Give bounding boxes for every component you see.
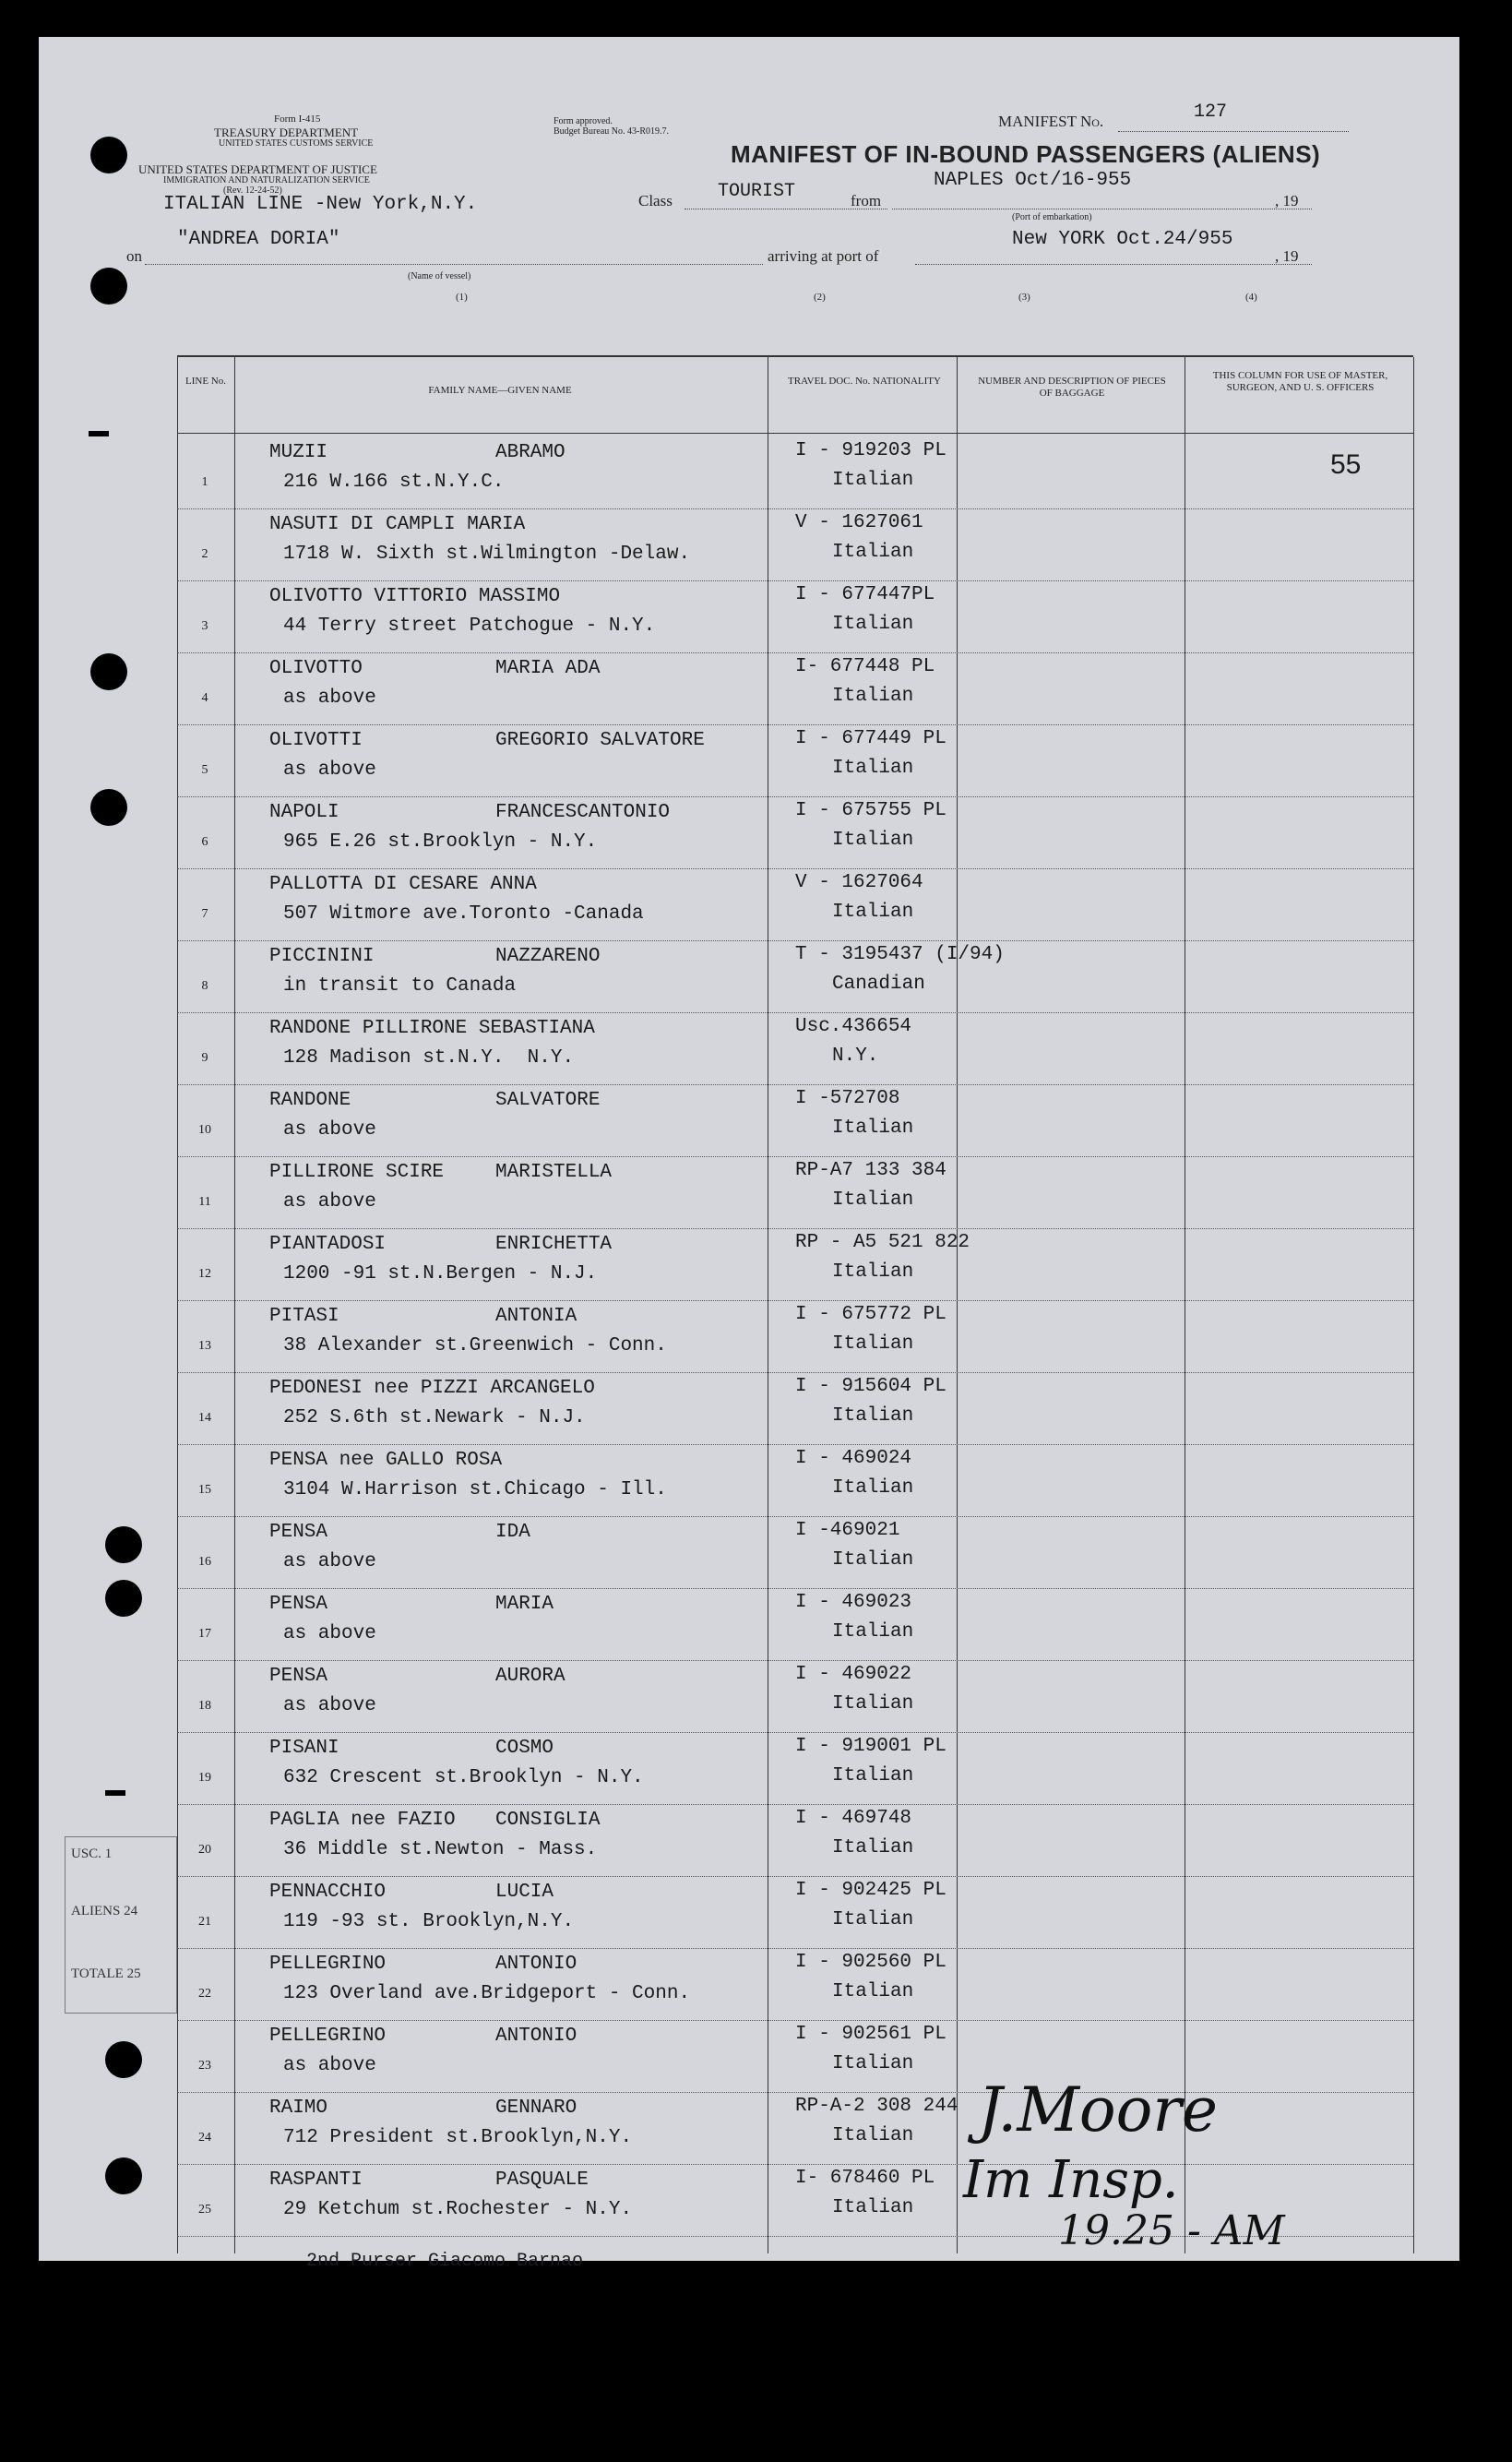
- address: 128 Madison st.N.Y. N.Y.: [283, 1047, 575, 1069]
- travel-doc-number: I - 677447PL: [795, 584, 935, 605]
- on-label: on: [126, 247, 142, 265]
- given-name: ANTONIO: [495, 1954, 577, 1975]
- address: 712 President st.Brooklyn,N.Y.: [283, 2127, 633, 2148]
- class-value: TOURIST: [718, 181, 796, 202]
- manifest-no-line: [1118, 131, 1349, 132]
- address: as above: [283, 2055, 376, 2076]
- table-row: [177, 1804, 1413, 1877]
- given-name: IDA: [495, 1522, 530, 1543]
- signature-time: 19.25 - AM: [1058, 2207, 1285, 2254]
- tally-total: TOTALE 25: [71, 1966, 141, 1981]
- col-num-1: (1): [456, 292, 468, 303]
- col-num-2: (2): [814, 292, 826, 303]
- signature-title: Im Insp.: [963, 2150, 1179, 2210]
- family-name: PIANTADOSI: [269, 1234, 387, 1255]
- address: as above: [283, 1551, 376, 1572]
- nationality: Italian: [832, 1405, 914, 1427]
- table-row: [177, 868, 1413, 941]
- family-name: PALLOTTA DI CESARE ANNA: [269, 874, 537, 895]
- from-port: NAPLES Oct/16-955: [934, 170, 1132, 191]
- nationality: Italian: [832, 1189, 914, 1211]
- address: as above: [283, 687, 376, 709]
- family-name: NAPOLI: [269, 802, 339, 823]
- given-name: ANTONIA: [495, 1306, 577, 1327]
- family-name: PELLEGRINO: [269, 2026, 387, 2047]
- line-number: 17: [198, 1627, 211, 1641]
- table-row: [177, 1012, 1413, 1085]
- nationality: Canadian: [832, 974, 925, 995]
- travel-doc-number: RP-A-2 308 244: [795, 2096, 958, 2117]
- line-number: 8: [201, 979, 208, 993]
- travel-doc-number: T - 3195437 (I/94): [795, 944, 1005, 965]
- address: 44 Terry street Patchogue - N.Y.: [283, 616, 656, 637]
- address: 507 Witmore ave.Toronto -Canada: [283, 903, 644, 925]
- table-row: [177, 436, 1413, 509]
- given-name: LUCIA: [495, 1882, 554, 1903]
- customs-label: UNITED STATES CUSTOMS SERVICE: [219, 138, 374, 149]
- table-border: [1413, 357, 1414, 2253]
- passenger-table: [177, 355, 1413, 2272]
- line-number: 13: [198, 1339, 211, 1353]
- travel-doc-number: I - 915604 PL: [795, 1376, 946, 1397]
- budget-bureau: Budget Bureau No. 43-R019.7.: [554, 126, 669, 137]
- table-row: [177, 724, 1413, 797]
- table-row: [177, 1156, 1413, 1229]
- from-label: from: [851, 192, 882, 209]
- nationality: N.Y.: [832, 1046, 879, 1067]
- vessel-caption: (Name of vessel): [408, 271, 471, 281]
- family-name: PITASI: [269, 1306, 339, 1327]
- address: 216 W.166 st.N.Y.C.: [283, 472, 505, 493]
- address: 1718 W. Sixth st.Wilmington -Delaw.: [283, 544, 691, 565]
- address: as above: [283, 1695, 376, 1716]
- col-num-4: (4): [1245, 292, 1257, 303]
- line-number: 4: [201, 691, 208, 705]
- vessel-name: "ANDREA DORIA": [177, 229, 340, 250]
- table-row: [177, 1948, 1413, 2021]
- address: 632 Crescent st.Brooklyn - N.Y.: [283, 1767, 644, 1788]
- travel-doc-number: I - 677449 PL: [795, 728, 946, 749]
- given-name: AURORA: [495, 1666, 566, 1687]
- table-row: [177, 2092, 1413, 2165]
- nationality: Italian: [832, 902, 914, 923]
- travel-doc-number: I - 469022: [795, 1664, 912, 1685]
- nationality: Italian: [832, 686, 914, 707]
- nationality: Italian: [832, 1549, 914, 1571]
- address: as above: [283, 1191, 376, 1213]
- nationality: Italian: [832, 1333, 914, 1355]
- travel-doc-number: I - 902560 PL: [795, 1952, 946, 1973]
- line-number: 21: [198, 1915, 211, 1929]
- form-number: Form I-415: [274, 114, 321, 125]
- col-header-line: LINE No.: [185, 376, 226, 387]
- line-number: 19: [198, 1771, 211, 1785]
- nationality: Italian: [832, 1909, 914, 1930]
- line-number: 18: [198, 1699, 211, 1713]
- line-number: 25: [198, 2203, 211, 2217]
- family-name: RANDONE PILLIRONE SEBASTIANA: [269, 1018, 595, 1039]
- travel-doc-number: I - 902425 PL: [795, 1880, 946, 1901]
- binder-hole: [105, 1526, 142, 1563]
- given-name: PASQUALE: [495, 2169, 589, 2191]
- col-header-officers: THIS COLUMN FOR USE OF MASTER, SURGEON, AND U. S. OFFICERS: [1212, 370, 1388, 393]
- table-row: [177, 1588, 1413, 1661]
- given-name: ABRAMO: [495, 442, 566, 463]
- family-name: PENNACCHIO: [269, 1882, 387, 1903]
- table-row: [177, 508, 1413, 581]
- table-row: [177, 1228, 1413, 1301]
- travel-doc-number: I -572708: [795, 1088, 900, 1109]
- travel-doc-number: I - 919203 PL: [795, 440, 946, 461]
- given-name: GREGORIO SALVATORE: [495, 730, 705, 751]
- given-name: MARIA: [495, 1594, 554, 1615]
- header-rule: [177, 433, 1413, 434]
- nationality: Italian: [832, 2197, 914, 2218]
- given-name: COSMO: [495, 1738, 554, 1759]
- tally-aliens: ALIENS 24: [71, 1904, 138, 1918]
- family-name: RASPANTI: [269, 2169, 363, 2191]
- nationality: Italian: [832, 1837, 914, 1858]
- given-name: ANTONIO: [495, 2026, 577, 2047]
- binder-hole: [90, 789, 127, 826]
- nationality: Italian: [832, 1117, 914, 1139]
- address: as above: [283, 759, 376, 781]
- given-name: SALVATORE: [495, 1090, 601, 1111]
- nationality: Italian: [832, 2125, 914, 2146]
- travel-doc-number: I - 469024: [795, 1448, 912, 1469]
- line-number: 9: [201, 1051, 208, 1065]
- nationality: Italian: [832, 470, 914, 491]
- family-name: PENSA: [269, 1666, 328, 1687]
- line-number: 22: [198, 1987, 211, 2001]
- binder-hole: [105, 2157, 142, 2194]
- address: 29 Ketchum st.Rochester - N.Y.: [283, 2199, 633, 2220]
- class-label: Class: [638, 192, 673, 209]
- family-name: RANDONE: [269, 1090, 351, 1111]
- family-name: PILLIRONE SCIRE: [269, 1162, 445, 1183]
- manifest-sheet: [39, 37, 1459, 2272]
- page-title: MANIFEST OF IN-BOUND PASSENGERS (ALIENS): [731, 140, 1321, 168]
- travel-doc-number: I - 469023: [795, 1592, 912, 1613]
- given-name: MARISTELLA: [495, 1162, 613, 1183]
- family-name: PELLEGRINO: [269, 1954, 387, 1975]
- line-number: 2: [201, 547, 208, 561]
- line-number: 15: [198, 1483, 211, 1497]
- table-row: [177, 1084, 1413, 1157]
- arriving-label: arriving at port of: [768, 247, 879, 265]
- col-header-doc: TRAVEL DOC. No. NATIONALITY: [788, 376, 941, 387]
- line-number: 14: [198, 1411, 211, 1425]
- travel-doc-number: I - 469748: [795, 1808, 912, 1829]
- year-1: , 19: [1275, 192, 1299, 209]
- given-name: NAZZARENO: [495, 946, 601, 967]
- manifest-label: MANIFEST No.: [998, 113, 1104, 130]
- table-row: [177, 1516, 1413, 1589]
- nationality: Italian: [832, 2053, 914, 2074]
- address: 1200 -91 st.N.Bergen - N.J.: [283, 1263, 598, 1285]
- line-number: 6: [201, 835, 208, 849]
- purser-footer: 2nd Purser Giacomo Barnao: [306, 2251, 584, 2272]
- family-name: PICCININI: [269, 946, 375, 967]
- vessel-line: [145, 264, 763, 265]
- table-row: [177, 1300, 1413, 1373]
- travel-doc-number: I - 675755 PL: [795, 800, 946, 821]
- nationality: Italian: [832, 1261, 914, 1283]
- travel-doc-number: RP-A7 133 384: [795, 1160, 946, 1181]
- nationality: Italian: [832, 1765, 914, 1787]
- binder-hole: [90, 653, 127, 690]
- table-row: [177, 580, 1413, 653]
- tally-usc: USC. 1: [71, 1846, 113, 1861]
- treasury-label: TREASURY DEPARTMENT: [214, 125, 359, 139]
- year-2: , 19: [1275, 247, 1299, 265]
- table-row: [177, 652, 1413, 725]
- port-embarkation-caption: (Port of embarkation): [1012, 212, 1092, 222]
- address: 119 -93 st. Brooklyn,N.Y.: [283, 1911, 575, 1932]
- table-row: [177, 940, 1413, 1013]
- table-row: [177, 796, 1413, 869]
- officer-count: 55: [1330, 449, 1362, 480]
- table-row: [177, 2020, 1413, 2093]
- nationality: Italian: [832, 1693, 914, 1715]
- table-row: [177, 1660, 1413, 1733]
- arrival-port: New YORK Oct.24/955: [1012, 229, 1233, 250]
- given-name: MARIA ADA: [495, 658, 601, 679]
- tally-stamp: [65, 1836, 177, 2014]
- family-name: PENSA nee GALLO ROSA: [269, 1450, 503, 1471]
- travel-doc-number: I -469021: [795, 1520, 900, 1541]
- nationality: Italian: [832, 1621, 914, 1643]
- address: as above: [283, 1119, 376, 1141]
- punch-mark: [105, 1790, 125, 1796]
- nationality: Italian: [832, 542, 914, 563]
- nationality: Italian: [832, 758, 914, 779]
- line-number: 12: [198, 1267, 211, 1281]
- nationality: Italian: [832, 830, 914, 851]
- line-number: 1: [201, 475, 208, 489]
- line-number: 5: [201, 763, 208, 777]
- line-number: 20: [198, 1843, 211, 1857]
- binder-hole: [105, 1580, 142, 1617]
- travel-doc-number: I - 675772 PL: [795, 1304, 946, 1325]
- family-name: PENSA: [269, 1594, 328, 1615]
- binder-hole: [105, 2041, 142, 2078]
- revision-label: (Rev. 12-24-52): [223, 185, 282, 196]
- col-header-name: FAMILY NAME—GIVEN NAME: [428, 385, 572, 396]
- travel-doc-number: V - 1627064: [795, 872, 923, 893]
- family-name: PAGLIA nee FAZIO: [269, 1810, 456, 1831]
- travel-doc-number: I - 919001 PL: [795, 1736, 946, 1757]
- address: 3104 W.Harrison st.Chicago - Ill.: [283, 1479, 667, 1500]
- nationality: Italian: [832, 614, 914, 635]
- line-number: 10: [198, 1123, 211, 1137]
- given-name: GENNARO: [495, 2097, 577, 2119]
- signature-name: J.Moore: [978, 2074, 1218, 2145]
- nationality: Italian: [832, 1981, 914, 2002]
- line-number: 11: [198, 1195, 211, 1209]
- travel-doc-number: V - 1627061: [795, 512, 923, 533]
- line-number: 16: [198, 1555, 211, 1569]
- family-name: PEDONESI nee PIZZI ARCANGELO: [269, 1378, 595, 1399]
- line-number: 24: [198, 2131, 211, 2145]
- family-name: OLIVOTTO: [269, 658, 363, 679]
- address: 252 S.6th st.Newark - N.J.: [283, 1407, 586, 1428]
- given-name: FRANCESCANTONIO: [495, 802, 671, 823]
- travel-doc-number: I- 677448 PL: [795, 656, 935, 677]
- family-name: MUZII: [269, 442, 328, 463]
- line-company: ITALIAN LINE -New York,N.Y.: [163, 194, 478, 215]
- form-approved: Form approved.: [554, 116, 613, 126]
- address: in transit to Canada: [283, 975, 517, 997]
- arriving-line: [915, 264, 1312, 265]
- travel-doc-number: I- 678460 PL: [795, 2168, 935, 2189]
- punch-mark: [89, 431, 109, 436]
- address: 965 E.26 st.Brooklyn - N.Y.: [283, 831, 598, 853]
- address: as above: [283, 1623, 376, 1644]
- family-name: PISANI: [269, 1738, 339, 1759]
- family-name: RAIMO: [269, 2097, 328, 2119]
- nationality: Italian: [832, 1477, 914, 1499]
- address: 36 Middle st.Newton - Mass.: [283, 1839, 598, 1860]
- address: 38 Alexander st.Greenwich - Conn.: [283, 1335, 667, 1356]
- travel-doc-number: I - 902561 PL: [795, 2024, 946, 2045]
- address: 123 Overland ave.Bridgeport - Conn.: [283, 1983, 691, 2004]
- binder-hole: [90, 268, 127, 305]
- justice-label: UNITED STATES DEPARTMENT OF JUSTICE: [138, 162, 377, 176]
- table-row: [177, 1876, 1413, 1949]
- binder-hole: [90, 137, 127, 173]
- travel-doc-number: RP - A5 521 822: [795, 1232, 970, 1253]
- family-name: OLIVOTTI: [269, 730, 363, 751]
- given-name: ENRICHETTA: [495, 1234, 613, 1255]
- table-row: [177, 1444, 1413, 1517]
- line-number: 23: [198, 2059, 211, 2073]
- col-header-baggage: NUMBER AND DESCRIPTION OF PIECES OF BAGGAGE: [978, 376, 1166, 399]
- manifest-number: 127: [1194, 102, 1228, 123]
- line-number: 7: [201, 907, 208, 921]
- travel-doc-number: Usc.436654: [795, 1016, 912, 1037]
- col-num-3: (3): [1018, 292, 1030, 303]
- ins-label: IMMIGRATION AND NATURALIZATION SERVICE: [163, 175, 370, 185]
- table-row: [177, 1732, 1413, 1805]
- family-name: PENSA: [269, 1522, 328, 1543]
- table-row: [177, 1372, 1413, 1445]
- family-name: NASUTI DI CAMPLI MARIA: [269, 514, 526, 535]
- given-name: CONSIGLIA: [495, 1810, 601, 1831]
- family-name: OLIVOTTO VITTORIO MASSIMO: [269, 586, 561, 607]
- line-number: 3: [201, 619, 208, 633]
